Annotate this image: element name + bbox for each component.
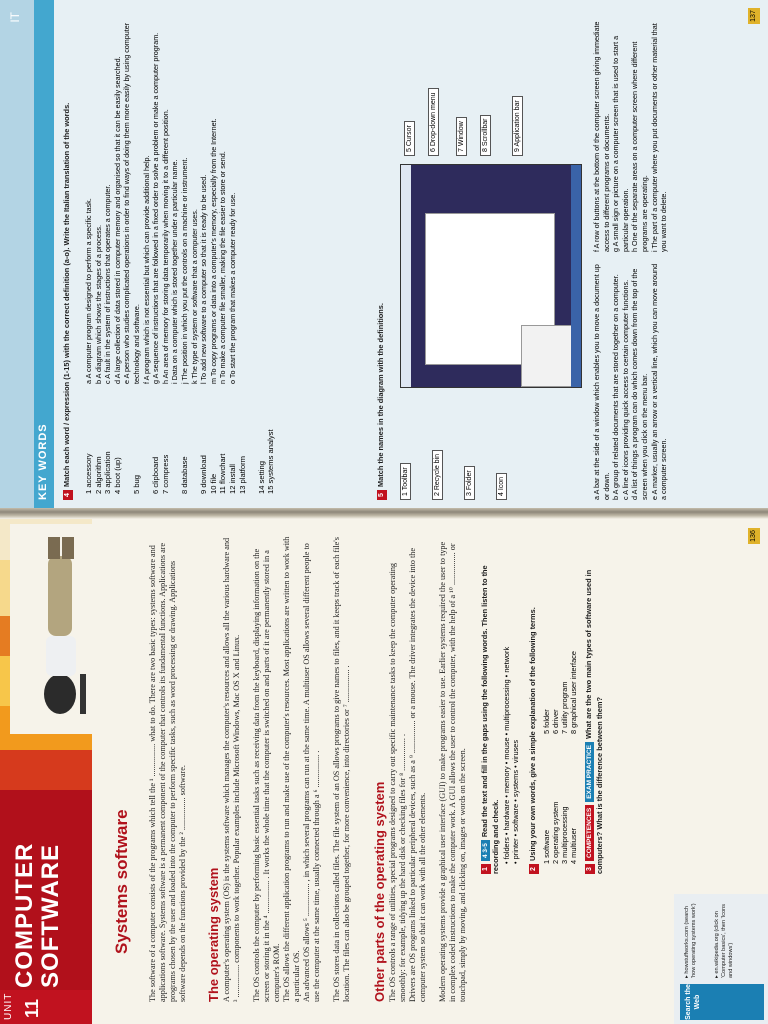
word-item: 10 file	[208, 473, 218, 494]
search-the-web-box	[674, 894, 768, 1024]
task-2-terms-col-2	[542, 554, 578, 734]
diagram-definition: a A bar at the side of a window which enables you to move a document up or down.	[592, 264, 611, 500]
os-paragraph-2: The OS controls the computer by performing basic essential tasks such as receiving data from the keyboard, displaying information on the screen or storing it in the ⁴ ................ . It works the whole time that the computer is switched on and parts of it are permanently stored in a computer's ROM.	[252, 548, 281, 1002]
unit-number: 11	[22, 998, 42, 1018]
task-1-instruction: Read the text and fill in the gaps using the following words. Then listen to the recording and check.	[480, 565, 500, 874]
task-3-instruction: What are the two main types of software used in computers? What is the difference between them?	[584, 569, 604, 874]
definition-item: n To make a computer file smaller, making the file easier to store or send.	[218, 151, 228, 384]
task-2	[528, 534, 539, 874]
man-with-laptop-photo	[10, 524, 100, 734]
word-item	[247, 394, 257, 494]
task-5	[376, 10, 387, 500]
task-2-instruction: Using your own words, give a simple explanation of the following terms.	[528, 607, 537, 861]
os-paragraph-3: The OS allows the different application programs to run and make use of the computer's resources. Most applications are written to work with a particular OS.	[282, 536, 301, 1002]
term: 2 operating system	[551, 801, 560, 864]
definition-item: h An area of memory for storing data temporarily when moving it to a different position.	[160, 109, 170, 384]
diagram-definition: c A line of icons providing quick access to certain computer functions.	[620, 279, 630, 500]
task-1-number: 1	[481, 864, 491, 874]
word-item: 1 accessory	[84, 453, 93, 494]
term: 4 multiuser	[569, 827, 578, 864]
label-recycle-bin: 2 Recycle bin	[432, 450, 443, 500]
definition-item: k The type of system or software that a computer uses.	[189, 209, 199, 384]
task-4-number: 4	[63, 490, 73, 500]
key-words-bar	[34, 0, 54, 508]
exam-practice-badge: EXAM PRACTICE	[585, 742, 594, 802]
definition-item: g A sequence of instructions that are followed in a fixed order to solve a problem or make a computer program.	[151, 32, 161, 384]
diagram-definition: h One of the separate areas on a computer screen where different programs are operating.	[630, 41, 649, 252]
word-item: 11 flowchart	[218, 453, 228, 494]
task-1-word-bank	[502, 534, 520, 864]
diagram-definition: e A marker, usually an arrow or a vertical line, which you can move around a computer screen.	[649, 263, 669, 500]
word-item: 12 install	[227, 464, 237, 494]
unit-box	[0, 990, 92, 1024]
task-5-number: 5	[377, 490, 387, 500]
other-paragraph-3: Modern operating systems provide a graphical user interface (GUI) to make programs easier to use. Earlier systems required the user to type in complex coded instructions to make the computer work. A GUI allows the user to control the computer, with the help of a ¹⁰ ................ or touchpad, simply by moving, and clicking on, images or words on the screen.	[438, 541, 467, 1002]
task-4	[62, 10, 73, 500]
page-number-right: 137	[748, 8, 760, 24]
definition-item: e A person who studies complicated operations in order to find ways of doing them more easily by using computer technology and software.	[122, 22, 141, 384]
page-title: Systems software	[112, 809, 131, 954]
label-cursor: 5 Cursor	[404, 121, 415, 156]
word-item: 15 systems analyst	[266, 429, 276, 494]
intro-paragraph: The software of a computer consists of the programs which tell the ¹ ................ what to do. There are two basic types: systems software and applications software. Systems software is a permanent component of the computer that controls its fundamental functions. Applications are programs chosen by the user and loaded into the computer to perform specific tasks, such as word processing or drawing. Applications software depends on the functions provided by the ² ................ software.	[148, 542, 187, 1002]
other-parts-heading: Other parts of the operating system	[372, 781, 387, 1002]
diagram-definition: g A small sign or picture on a computer screen that is used to start a particular operation.	[611, 35, 630, 252]
label-application-bar: 9 Application bar	[512, 96, 523, 156]
word-item: 2 algorithm	[93, 456, 103, 494]
label-icon: 4 Icon	[496, 473, 507, 500]
diagram-definition: f A row of buttons at the bottom of the computer screen giving immediate access to different programs or documents.	[592, 21, 611, 252]
taskbar	[571, 165, 581, 387]
other-paragraph-2: Drivers are OS programs linked to particular peripheral devices, such as a ⁹ ................ or a mouse. The driver integrates the device into the computer system so that it can work with all the other elements.	[408, 547, 427, 1002]
definition-item: o To start the program that makes a computer ready for use.	[227, 192, 237, 384]
page-number-left: 136	[748, 528, 760, 544]
search-the-web-title: Search the Web	[680, 984, 764, 1020]
task-3	[584, 534, 604, 874]
word-item: 4 boot (up)	[112, 457, 122, 494]
os-paragraph-5: The OS stores data in collections called files. The file system of an OS allows programs to give names to files, and it keeps track of each file's location. The files can also be grouped together, for more convenience, into directories or ⁷ ................ .	[332, 537, 351, 1002]
definition-item: f A program which is not essential but which can provide additional help.	[141, 155, 151, 384]
web-link-1[interactable]: ▸ howstuffworks.com (search 'how operating systems work')	[684, 903, 697, 978]
unit-title-stripe	[0, 790, 92, 990]
os-paragraph-4: An advanced OS allows ⁵ ................ , in which several programs can run at the same time. A multiuser OS allows several different people to use the computer at the same time, usually connected through a ⁶ ................ .	[302, 543, 321, 1002]
definition-item: l To add new software to a computer so that it is ready to be used.	[199, 174, 209, 384]
key-words-title: KEY WORDS	[37, 423, 49, 500]
unit-word: UNIT	[3, 992, 14, 1020]
task-5-instruction: Match the names in the diagram with the definitions.	[376, 303, 385, 487]
word-item: 9 download	[199, 455, 209, 494]
term: 5 folder	[542, 709, 551, 734]
right-page	[0, 0, 768, 508]
os-heading: The operating system	[206, 867, 221, 1002]
word-item: 8 database	[179, 456, 189, 494]
diagram-definition: b A group of related documents that are stored together on a computer.	[611, 274, 621, 500]
definition-item: j The position in which you put the controls on a machine or instrument.	[179, 157, 189, 384]
start-menu	[521, 325, 573, 387]
word-item	[170, 394, 180, 494]
word-item	[190, 394, 200, 494]
word-item: 14 setting	[256, 461, 266, 494]
word-list	[84, 394, 276, 494]
word-item: 6 clipboard	[151, 456, 161, 494]
term: 6 driver	[551, 709, 560, 734]
definition-item: d A large collection of data stored in computer memory and organised so that it can be easily searched.	[112, 56, 122, 384]
diagram-definitions-col-1	[592, 260, 669, 500]
word-item	[122, 394, 132, 494]
word-item: 5 bug	[131, 474, 141, 494]
definition-item: i Data on a computer which is stored together under a particular name.	[170, 159, 180, 384]
word-bank-row-2: • printer • software • systems • viruses	[511, 739, 520, 864]
window-toolbar	[401, 165, 411, 387]
diagram-definition: i The part of a computer where you put documents or other material that you want to delete.	[649, 23, 669, 252]
web-link-2[interactable]: ▸ en.wikipedia.org (click on 'Computer basics', then 'Icons and windows')	[714, 903, 734, 978]
definition-item: a A computer program designed to perform a specific task.	[84, 198, 93, 384]
unit-title	[12, 843, 64, 988]
os-paragraph-1: A computer's operating system (OS) is the systems software which manages the computer's resources and allows all the various hardware and ³ ................ components to work together. Popular examples include Microsoft Windows, Mac OS X and Linux.	[222, 537, 241, 1002]
competences-badge: COMPETENCES	[585, 805, 594, 861]
word-item	[142, 394, 152, 494]
other-paragraph-1: The OS controls a range of utilities, special programs designed to carry out specific maintenance tasks to keep the computer operating smoothly: for example, tidying up the hard disk or checking files for ⁸ ................ .	[388, 562, 407, 1002]
word-item: 7 compress	[160, 454, 170, 494]
diagram-definition: d A list of things a program can do which comes down from the top of the screen when you click on the menu bar.	[630, 268, 649, 500]
task-1	[480, 534, 500, 874]
word-item: 3 application	[103, 451, 113, 494]
label-toolbar: 1 Toolbar	[400, 463, 411, 500]
left-page	[0, 516, 768, 1024]
diagram-definitions-col-2	[592, 12, 669, 252]
desktop-screenshot-diagram	[400, 164, 582, 388]
definition-item: c A fault in the system of instructions that operates a computer.	[103, 184, 113, 384]
task-4-instruction: Match each word / expression (1-15) with the correct definition (a-o). Write the Italian translation of the words.	[62, 102, 71, 487]
label-window: 7 Window	[456, 117, 467, 156]
term: 3 multiprocessing	[560, 806, 569, 864]
audio-track-badge: 4 3-5	[481, 840, 490, 861]
term: 8 graphical user interface	[569, 651, 578, 734]
subject-tag: IT	[8, 12, 22, 23]
unit-title-line2: SOFTWARE	[37, 844, 64, 988]
label-folder: 3 Folder	[464, 466, 475, 500]
task-2-number: 2	[529, 864, 539, 874]
label-scrollbar: 8 Scrollbar	[480, 115, 491, 156]
term: 1 software	[542, 829, 551, 864]
definition-item: m To copy programs or data into a computer's memory, especially from the Internet.	[208, 118, 218, 384]
label-drop-down-menu: 6 Drop-down menu	[428, 88, 439, 156]
word-item: 13 platform	[237, 456, 247, 494]
word-bank-row-1: • folders • hardware • memory • mouse • multiprocessing • network	[502, 646, 511, 864]
right-header-band	[0, 0, 34, 508]
unit-title-line1: COMPUTER	[11, 842, 38, 988]
term: 7 utility program	[560, 681, 569, 734]
definition-list	[84, 8, 238, 384]
definition-item: b A diagram which shows the stages of a process.	[93, 224, 103, 384]
task-3-number: 3	[585, 864, 595, 874]
